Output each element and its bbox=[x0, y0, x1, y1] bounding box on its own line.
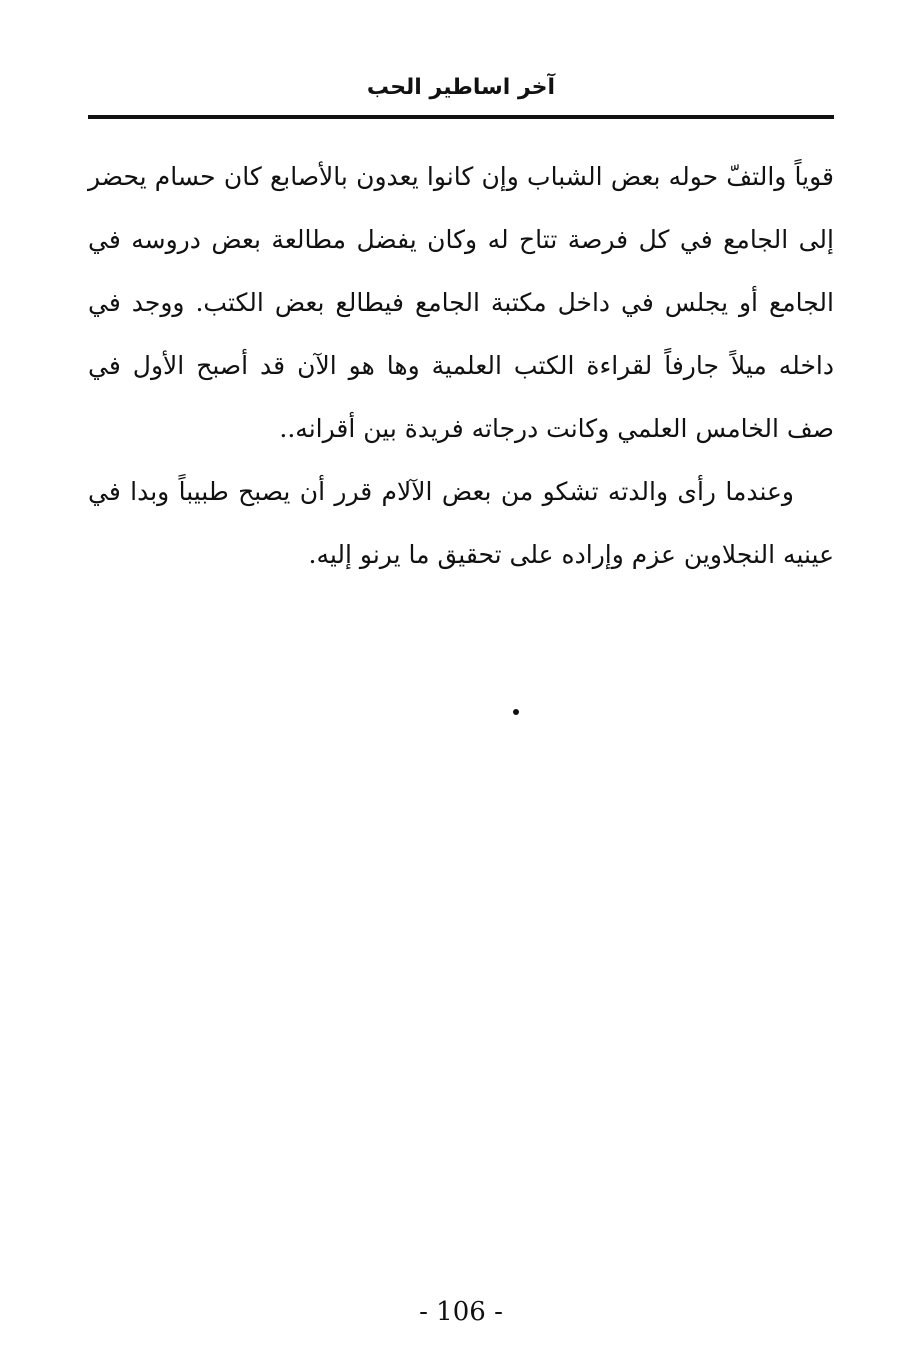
header-rule bbox=[88, 115, 834, 119]
paragraph-2: وعندما رأى والدته تشكو من بعض الآلام قرر أن يصبح طبيباً وبدا في عينيه النجلاوين عزم وإراده على تحقيق ما يرنو إليه. bbox=[88, 477, 834, 569]
body-text bbox=[88, 145, 834, 586]
section-dot bbox=[513, 709, 519, 715]
running-header-title: آخر اساطير الحب bbox=[366, 75, 556, 100]
page-number: - 106 - bbox=[419, 1297, 503, 1327]
paragraph-1: قوياً والتفّ حوله بعض الشباب وإن كانوا يعدون بالأصابع كان حسام يحضر إلى الجامع في كل فرصة تتاح له وكان يفضل مطالعة بعض دروسه في الجامع أو يجلس في داخل مكتبة الجامع فيطالع بعض الكتب. ووجد في داخله ميلاً جارفاً لقراءة الكتب العلمية وها هو الآن قد أصبح الأول في صف الخامس العلمي وكانت درجاته فريدة بين أقرانه.. bbox=[88, 162, 834, 443]
